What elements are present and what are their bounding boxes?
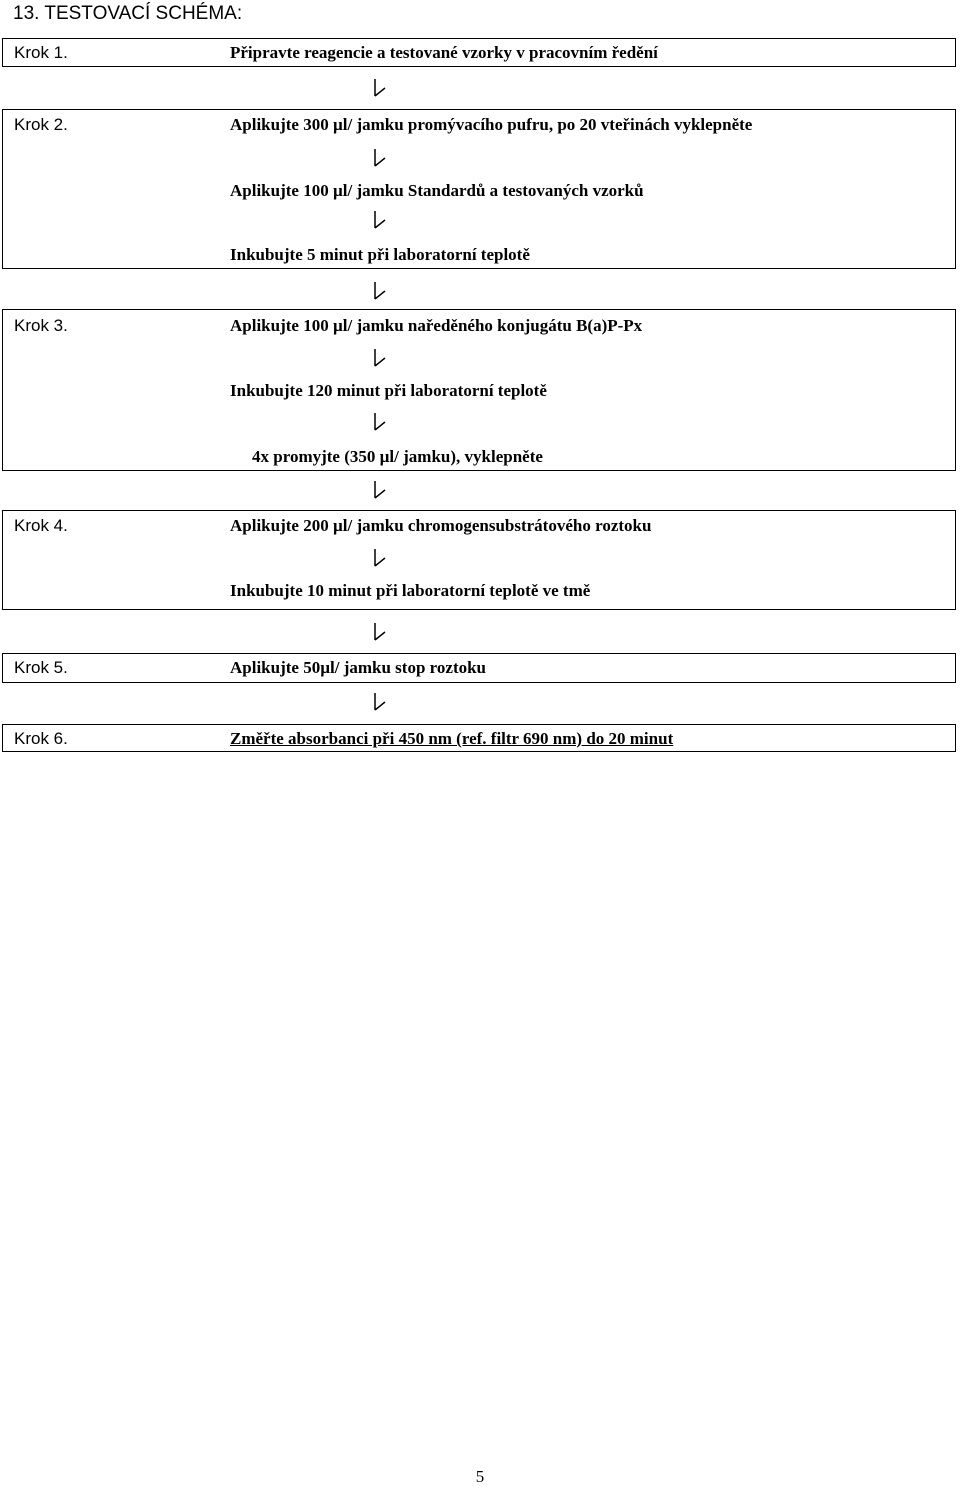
down-arrow-icon — [372, 210, 388, 230]
instruction-apply-standards: Aplikujte 100 µl/ jamku Standardů a testovaných vzorků — [230, 181, 644, 200]
instruction-apply-substrate: Aplikujte 200 µl/ jamku chromogensubstrátového roztoku — [230, 516, 652, 535]
down-arrow-icon — [372, 548, 388, 568]
instruction-apply-conjugate: Aplikujte 100 µl/ jamku naředěného konjugátu B(a)P-Px — [230, 316, 643, 335]
step-label-2: Krok 2. — [14, 115, 68, 134]
down-arrow-icon — [372, 348, 388, 368]
down-arrow-icon — [372, 692, 388, 712]
instruction-wash-buffer: Aplikujte 300 µl/ jamku promývacího pufru, po 20 vteřinách vyklepněte — [230, 115, 753, 134]
step-label-5: Krok 5. — [14, 658, 68, 677]
instruction-wash-4x: 4x promyjte (350 µl/ jamku), vyklepněte — [252, 447, 543, 466]
down-arrow-icon — [372, 480, 388, 500]
instruction-measure-absorbance: Změřte absorbanci při 450 nm (ref. filtr 690 nm) do 20 minut — [230, 729, 674, 748]
down-arrow-icon — [372, 622, 388, 642]
step-label-6: Krok 6. — [14, 729, 68, 748]
down-arrow-icon — [372, 78, 388, 98]
instruction-incubate-5-min: Inkubujte 5 minut při laboratorní teplotě — [230, 245, 530, 264]
instruction-apply-stop-solution: Aplikujte 50µl/ jamku stop roztoku — [230, 658, 487, 677]
section-heading: 13. TESTOVACÍ SCHÉMA: — [13, 3, 243, 24]
down-arrow-icon — [372, 412, 388, 432]
step-label-4: Krok 4. — [14, 516, 68, 535]
down-arrow-icon — [372, 281, 388, 301]
instruction-prepare-reagents: Připravte reagencie a testované vzorky v pracovním ředění — [230, 43, 658, 62]
page-number: 5 — [475, 1467, 485, 1486]
step-label-1: Krok 1. — [14, 43, 68, 62]
down-arrow-icon — [372, 148, 388, 168]
step-label-3: Krok 3. — [14, 316, 68, 335]
instruction-incubate-10-min: Inkubujte 10 minut při laboratorní teplotě ve tmě — [230, 581, 591, 600]
instruction-incubate-120-min: Inkubujte 120 minut při laboratorní teplotě — [230, 381, 547, 400]
